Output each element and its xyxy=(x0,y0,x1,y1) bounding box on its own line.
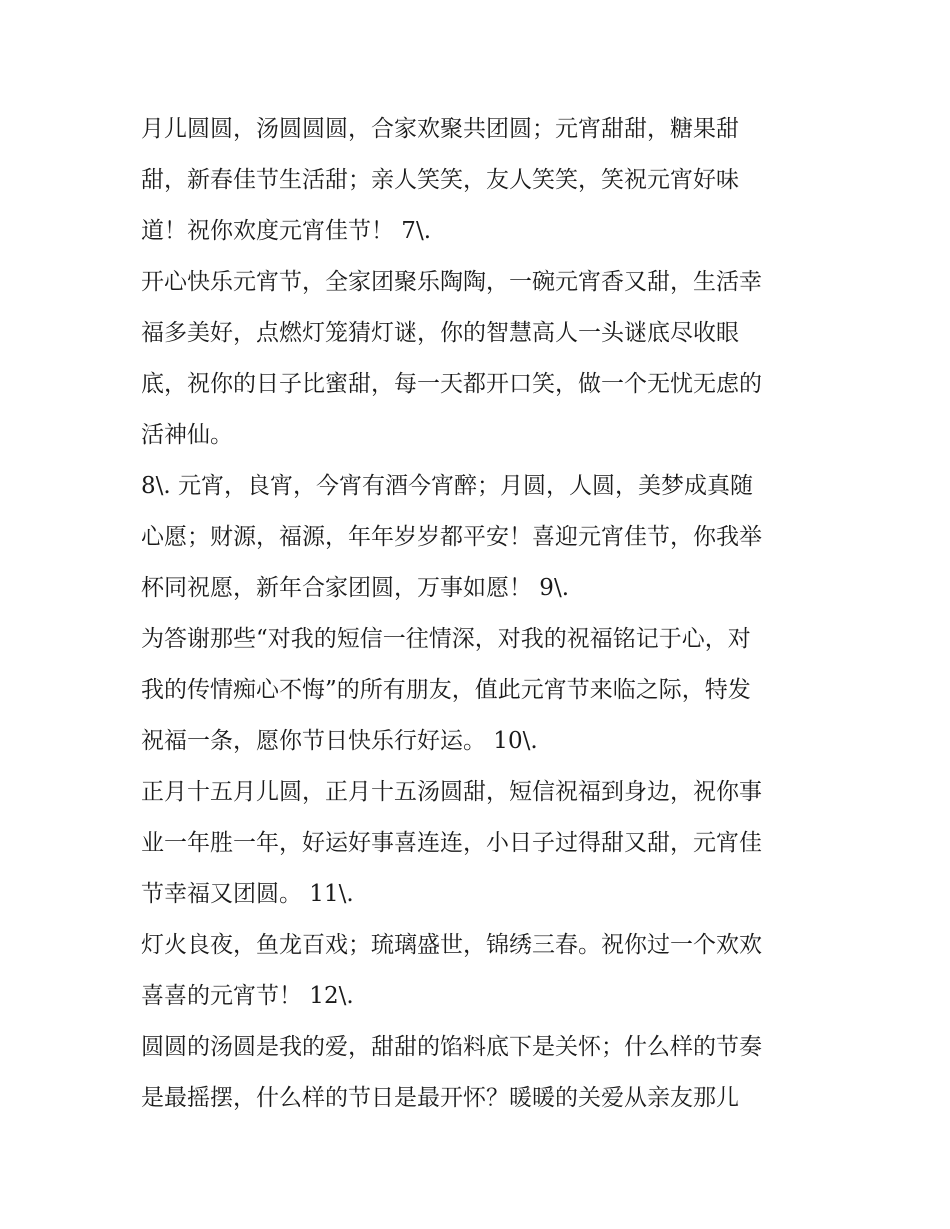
text-line: 开心快乐元宵节，全家团聚乐陶陶，一碗元宵香又甜，生活幸 xyxy=(141,269,762,295)
text-line: 我的传情痴心不悔”的所有朋友，值此元宵节来临之际，特发 xyxy=(141,677,751,703)
text-line: 杯同祝愿，新年合家团圆，万事如愿！ 9\. xyxy=(141,575,570,601)
text-line: 道！祝你欢度元宵佳节！ 7\. xyxy=(141,218,432,244)
text-line: 灯火良夜，鱼龙百戏；琉璃盛世，锦绣三春。祝你过一个欢欢 xyxy=(141,932,762,958)
text-line: 为答谢那些“对我的短信一往情深，对我的祝福铭记于心，对 xyxy=(141,626,751,652)
text-line: 喜喜的元宵节！ 12\. xyxy=(141,983,354,1009)
text-line: 活神仙。 xyxy=(141,422,233,448)
text-line: 节幸福又团圆。 11\. xyxy=(141,881,354,907)
text-line: 祝福一条，愿你节日快乐行好运。 10\. xyxy=(141,728,538,754)
text-line: 8\. 元宵，良宵，今宵有酒今宵醉；月圆，人圆，美梦成真随 xyxy=(141,473,754,499)
text-line: 正月十五月儿圆，正月十五汤圆甜，短信祝福到身边，祝你事 xyxy=(141,779,762,805)
paragraph xyxy=(141,257,821,461)
paragraph xyxy=(141,104,821,257)
text-line: 心愿；财源，福源，年年岁岁都平安！喜迎元宵佳节，你我举 xyxy=(141,524,762,550)
text-line: 圆圆的汤圆是我的爱，甜甜的馅料底下是关怀；什么样的节奏 xyxy=(141,1034,762,1060)
document-body xyxy=(141,104,821,1124)
text-line: 月儿圆圆，汤圆圆圆，合家欢聚共团圆；元宵甜甜，糖果甜 xyxy=(141,116,739,142)
paragraph xyxy=(141,920,821,1022)
paragraph xyxy=(141,461,821,614)
text-line: 业一年胜一年，好运好事喜连连，小日子过得甜又甜，元宵佳 xyxy=(141,830,762,856)
paragraph xyxy=(141,1022,821,1124)
paragraph xyxy=(141,614,821,767)
text-line: 福多美好，点燃灯笼猜灯谜，你的智慧高人一头谜底尽收眼 xyxy=(141,320,739,346)
paragraph xyxy=(141,767,821,920)
text-line: 底，祝你的日子比蜜甜，每一天都开口笑，做一个无忧无虑的 xyxy=(141,371,762,397)
text-line: 甜，新春佳节生活甜；亲人笑笑，友人笑笑，笑祝元宵好味 xyxy=(141,167,739,193)
text-line: 是最摇摆，什么样的节日是最开怀？暖暖的关爱从亲友那儿 xyxy=(141,1085,739,1111)
